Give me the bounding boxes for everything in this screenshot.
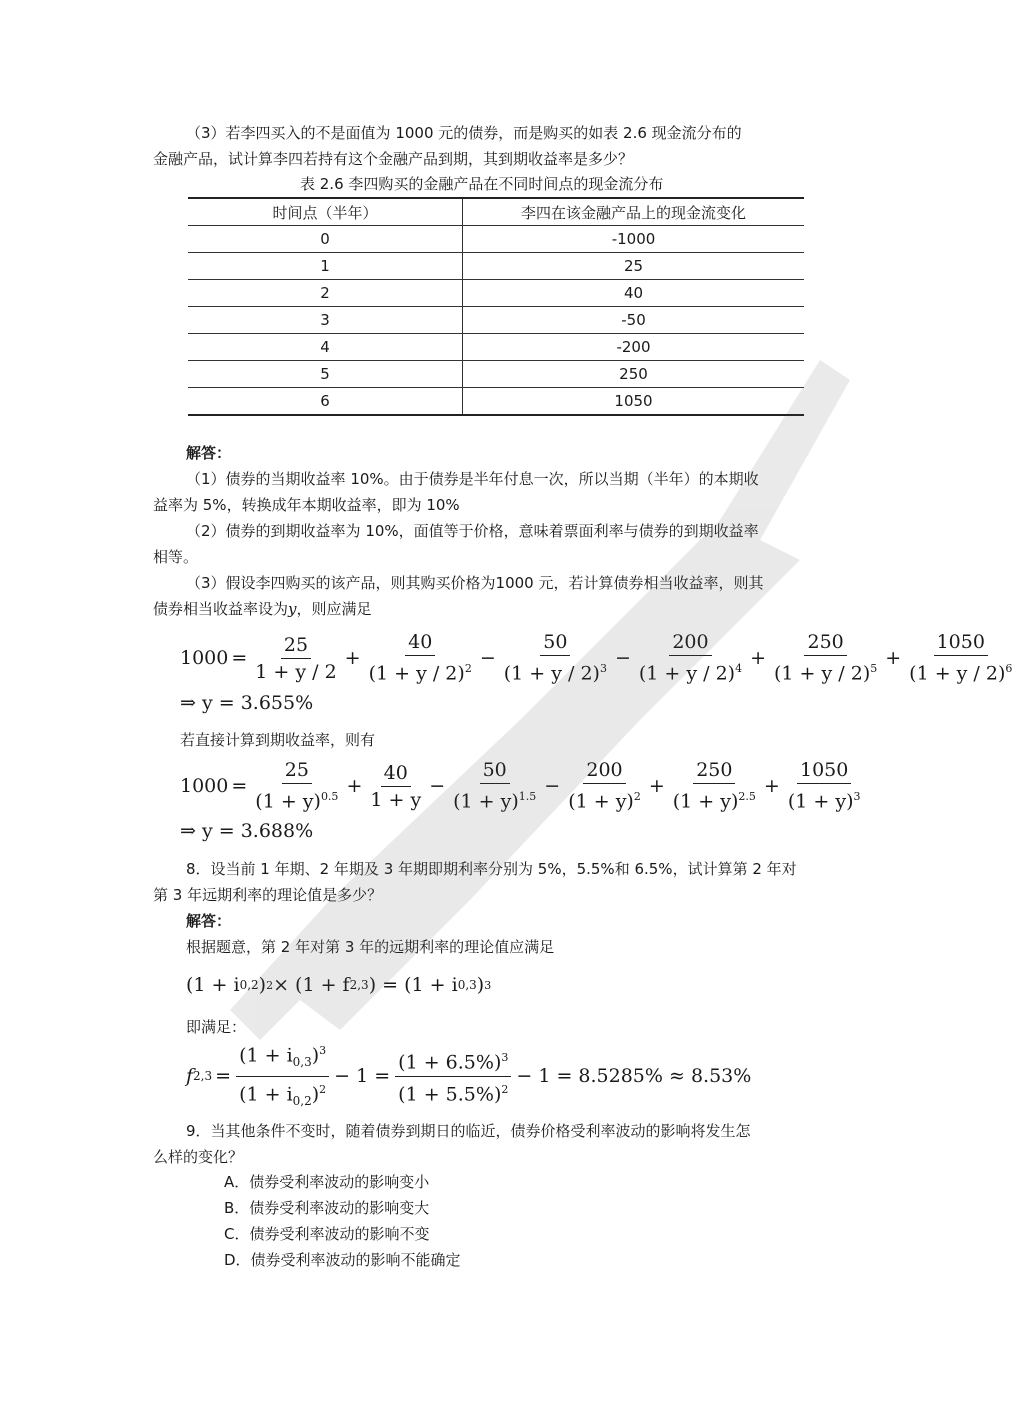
fraction-term: $\frac{250}{(1 + y / 2)^5}$	[774, 631, 878, 685]
q8-intro: 根据题意，第 2 年对第 3 年的远期利率的理论值应满足	[186, 938, 555, 956]
equation-result-2: ⇒ y = 3.688%	[180, 820, 314, 842]
table-row	[188, 253, 804, 280]
fraction-term: $\frac{(1 + 6.5\%)^3}{(1 + 5.5\%)^2}$	[395, 1047, 511, 1105]
table-cell: 1	[188, 253, 463, 280]
answer-p3-text: 债券相当收益率设为	[153, 600, 289, 618]
fraction-term: $\frac{40}{1 + y}$	[370, 761, 422, 811]
table-cell: 250	[463, 361, 805, 388]
answer-p3-line1: （3）假设李四购买的该产品，则其购买价格为1000 元，若计算债券相当收益率，则其	[186, 574, 764, 592]
fraction-term: $\frac{200}{(1 + y)^2}$	[568, 759, 641, 813]
q9-option-a: A．债券受利率波动的影响变小	[224, 1173, 430, 1191]
answer-p1-line2: 益率为 5%，转换成年本期收益率，即为 10%	[153, 496, 460, 514]
equation-forward-condition: (1 + i 0,2 ) 2 × (1 + f 2,3 ) = (1 + i 0,3 ) 3	[186, 974, 492, 996]
q7-part3-line2: 金融产品，试计算李四若持有这个金融产品到期，其到期收益率是多少？	[153, 150, 634, 168]
answer-p1-line1: （1）债券的当期收益率 10%。由于债券是半年付息一次，所以当期（半年）的本期收	[186, 470, 759, 488]
q9-line1: 9．当其他条件不变时，随着债券到期日的临近，债券价格受利率波动的影响将发生怎	[186, 1122, 751, 1140]
table-cell: 6	[188, 388, 463, 416]
q9-option-b: B．债券受利率波动的影响变大	[224, 1199, 430, 1217]
fraction-term: $\frac{50}{(1 + y / 2)^3}$	[503, 631, 607, 685]
q8-satisfy: 即满足：	[186, 1018, 247, 1036]
q9-line2: 么样的变化？	[153, 1148, 244, 1166]
column-header-time: 时间点（半年）	[188, 198, 463, 226]
table-cell: 1050	[463, 388, 805, 416]
table-row	[188, 361, 804, 388]
answer-p2-line1: （2）债券的到期收益率为 10%，面值等于价格，意味着票面利率与债券的到期收益率	[186, 522, 759, 540]
fraction-term: $\frac{40}{(1 + y / 2)^2}$	[368, 631, 472, 685]
q8-line1: 8．设当前 1 年期、2 年期及 3 年期即期利率分别为 5%，5.5%和 6.5%，试计算第 2 年对	[186, 860, 797, 878]
table-cell: 3	[188, 307, 463, 334]
table-caption: 表 2.6 李四购买的金融产品在不同时间点的现金流分布	[300, 175, 664, 193]
answer-p3-var: y	[288, 600, 297, 618]
table-cell: 4	[188, 334, 463, 361]
fraction-term: $\frac{1050}{(1 + y)^3}$	[787, 759, 861, 813]
equation-semiannual: 1000 = $\frac{25}{1 + y / 2}$ + $\frac{40}{(1 + y / 2)^2}$ − $\frac{50}{(1 + y / 2)^3}$ − $\frac{200}{(1 + y / 2)^4}$ + $\frac{250}{(1 + y / 2)^5}$ + $\frac{1050}{(1 + y / 2)^6}$	[180, 630, 1017, 686]
fraction-term: $\frac{25}{(1 + y)^{0.5}}$	[255, 759, 339, 813]
fraction-term: $\frac{25}{1 + y / 2}$	[255, 633, 337, 683]
q9-option-c: C．债券受利率波动的影响不变	[224, 1225, 430, 1243]
direct-ytm-text: 若直接计算到期收益率，则有	[180, 731, 376, 749]
table-cell: 40	[463, 280, 805, 307]
table-row	[188, 307, 804, 334]
q8-answer-heading: 解答：	[186, 912, 232, 930]
table-cell: 0	[188, 226, 463, 253]
table-row	[188, 280, 804, 307]
table-cell: 25	[463, 253, 805, 280]
column-header-cashflow: 李四在该金融产品上的现金流变化	[463, 198, 805, 226]
table-cell: -200	[463, 334, 805, 361]
answer-p3-line2	[153, 596, 843, 622]
q9-option-d: D．债券受利率波动的影响不能确定	[224, 1251, 461, 1269]
table-cell: 2	[188, 280, 463, 307]
equation-forward-rate: f 2,3 = $\frac{(1 + i_{0,3})^3}{(1 + i_{0,2})^2}$ − 1 = $\frac{(1 + 6.5\%)^3}{(1 + 5.5\%)^2}$ − 1 = 8.5285% ≈ 8.53%	[186, 1046, 754, 1106]
table-row	[188, 388, 804, 416]
table-cell: -50	[463, 307, 805, 334]
table-cell: 5	[188, 361, 463, 388]
equation-lhs: 1000	[180, 775, 229, 797]
fraction-term: $\frac{1050}{(1 + y / 2)^6}$	[909, 631, 1013, 685]
fraction-term: $\frac{(1 + i_{0,3})^3}{(1 + i_{0,2})^2}$	[236, 1040, 329, 1111]
fraction-term: $\frac{50}{(1 + y)^{1.5}}$	[453, 759, 537, 813]
equation-annual: 1000 = $\frac{25}{(1 + y)^{0.5}}$ + $\frac{40}{1 + y}$ − $\frac{50}{(1 + y)^{1.5}}$ − $\frac{200}{(1 + y)^2}$ + $\frac{250}{(1 + y)^{2.5}}$ + $\frac{1050}{(1 + y)^3}$	[180, 758, 866, 814]
equation-result-1: ⇒ y = 3.655%	[180, 692, 314, 714]
answer-p3-text-end: ，则应满足	[296, 600, 372, 618]
table-cell: -1000	[463, 226, 805, 253]
table-row	[188, 226, 804, 253]
fraction-term: $\frac{200}{(1 + y / 2)^4}$	[638, 631, 743, 685]
cashflow-table	[188, 197, 804, 416]
q8-line2: 第 3 年远期利率的理论值是多少？	[153, 886, 383, 904]
answer-p2-line2: 相等。	[153, 548, 199, 566]
q7-part3-line1: （3）若李四买入的不是面值为 1000 元的债券，而是购买的如表 2.6 现金流分布的	[186, 124, 742, 142]
equation-lhs: 1000	[180, 647, 229, 669]
table-header-row	[188, 198, 804, 226]
table-row	[188, 334, 804, 361]
answer-heading: 解答：	[186, 444, 232, 462]
fraction-term: $\frac{250}{(1 + y)^{2.5}}$	[672, 759, 756, 813]
